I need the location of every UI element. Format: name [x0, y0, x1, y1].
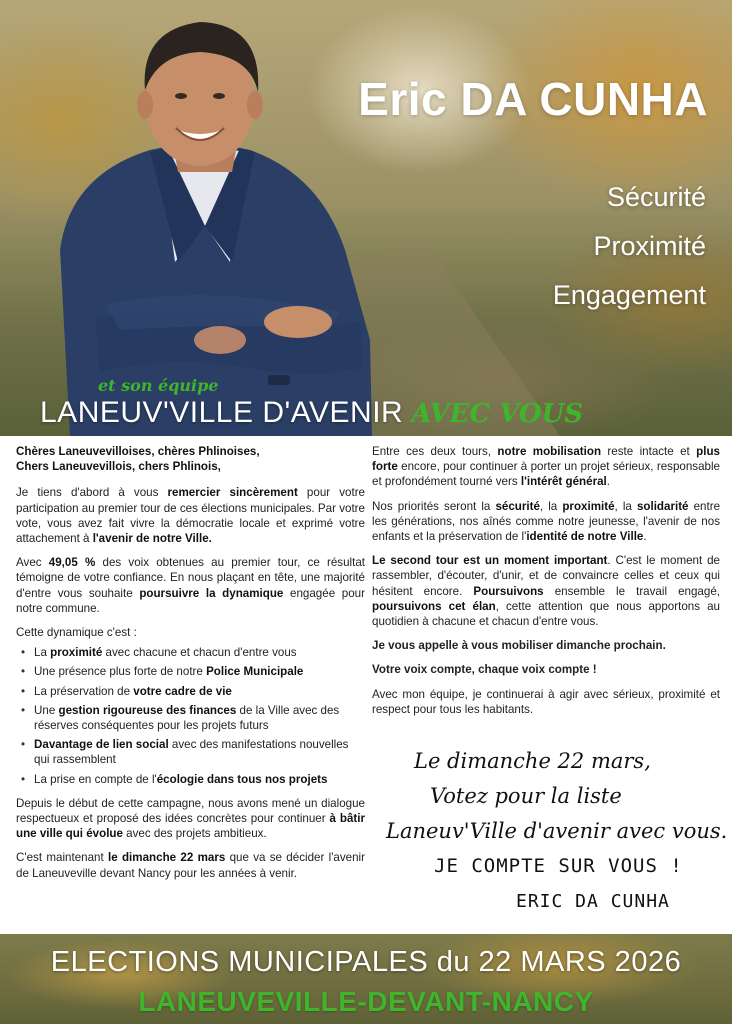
call-to-mobilise: Je vous appelle à vous mobiliser dimanche prochain. [372, 639, 666, 653]
list-item [16, 664, 365, 679]
letter-right-column [372, 444, 720, 726]
text: avec des projets ambitieux. [122, 827, 267, 841]
text: reste intacte et [601, 445, 697, 458]
text: avec des manifestations nouvelles qui rassemblent [34, 738, 349, 767]
text: ensemble le travail engagé, [543, 584, 720, 598]
slogan-proximite: Proximité [593, 231, 706, 261]
list-item [16, 772, 365, 787]
text: . [643, 530, 647, 544]
emphasis: plus forte [372, 445, 720, 474]
slogan-securite: Sécurité [606, 182, 706, 212]
handwritten-line-3: Laneuv'Ville d'avenir avec vous. [386, 819, 728, 843]
header-photo [0, 0, 732, 436]
emphasis: l'intérêt général [520, 475, 607, 489]
emphasis: Davantage de lien social [34, 738, 169, 752]
text: entre les générations, nos aînés comme notre jeunesse, l'avenir de nos enfants et la préservation de l' [372, 499, 721, 544]
emphasis: Poursuivons [473, 584, 544, 598]
text: La prise en compte de l' [34, 772, 157, 786]
emphasis: écologie dans tous nos projets [156, 772, 328, 786]
emphasis: l'avenir de notre Ville. [92, 532, 212, 546]
emphasis: notre mobilisation [497, 445, 602, 458]
paragraph-result [16, 555, 365, 616]
handwritten-note [386, 744, 726, 919]
text: avec chacune et chacun d'entre vous [102, 646, 297, 660]
town-name: LANEUVEVILLE-DEVANT-NANCY [138, 986, 594, 1017]
text: que va se décider l'avenir de Laneuveville devant Nancy pour les années à venir. [16, 851, 365, 880]
emphasis: Le second tour est un moment important [372, 554, 608, 568]
text: , la [539, 499, 563, 513]
text: encore, pour continuer à porter un projet sérieux, responsable et profondément tourné vers [372, 460, 720, 489]
greeting-line-2: Chers Laneuvevillois, chers Phlinois, [16, 460, 221, 474]
emphasis: le dimanche 22 mars [108, 851, 226, 865]
text: Avec [16, 556, 49, 570]
emphasis: sécurité [495, 499, 540, 513]
text: La préservation de [34, 684, 134, 698]
greeting-line-1: Chères Laneuvevilloises, chères Phlinoises, [16, 445, 260, 458]
text: Je tiens d'abord à vous [16, 486, 168, 500]
emphasis: gestion rigoureuse des finances [58, 703, 237, 717]
emphasis: 49,05 % [48, 556, 96, 570]
text: Depuis le début de cette campagne, nous avons mené un dialogue respectueux et proposé des idées concrètes pour continuer [16, 796, 365, 826]
emphasis: solidarité [636, 499, 689, 513]
list-title [40, 396, 583, 430]
candidate-name: Eric DA CUNHA [358, 73, 708, 125]
text: , la [614, 499, 637, 513]
text: Nos priorités seront la [372, 499, 496, 513]
paragraph-mobilisation [372, 444, 720, 490]
text: . [606, 475, 610, 489]
emphasis: proximité [562, 499, 615, 513]
text: C'est maintenant [16, 851, 109, 865]
text: de la Ville avec des réserves conséquentes pour les projets futurs [34, 703, 340, 733]
emphasis: poursuivons cet élan [372, 599, 496, 613]
list-name: LANEUV'VILLE D'AVENIR [40, 396, 404, 429]
handwritten-line-4: JE COMPTE SUR VOUS ! [434, 855, 683, 877]
emphasis: poursuivre la dynamique [139, 586, 284, 600]
slogans [553, 182, 706, 329]
list-item [16, 684, 365, 699]
letter-left-column [16, 444, 365, 890]
text: Une présence plus forte de notre [34, 665, 207, 679]
greeting [16, 444, 365, 474]
dynamic-intro: Cette dynamique c'est : [16, 626, 137, 640]
paragraph-priorities [372, 499, 720, 545]
paragraph-closing: Avec mon équipe, je continuerai à agir avec sérieux, proximité et respect pour tous les habitants. [372, 687, 720, 716]
every-vote-counts: Votre voix compte, chaque voix compte ! [372, 663, 597, 677]
emphasis: identité de notre Ville [526, 530, 644, 544]
paragraph-campaign [16, 796, 365, 842]
slogan-engagement: Engagement [552, 280, 706, 310]
emphasis: votre cadre de vie [133, 684, 232, 698]
text: pour votre participation au premier tour de ces élections municipales. Par votre vote, vous avez fait vivre la démocratie locale et exprimé votre attachement à [16, 486, 366, 546]
text: engagée pour notre commune. [16, 586, 365, 615]
emphasis: proximité [50, 646, 103, 660]
text: , cette attention que nous apportons au quotidien à chacune et chacun d'entre vous. [372, 599, 721, 629]
handwritten-line-1: Le dimanche 22 mars, [414, 749, 651, 773]
text: Une [34, 703, 59, 717]
footer-banner [0, 934, 732, 1024]
list-tagline: AVEC VOUS [411, 399, 584, 429]
list-item [16, 737, 365, 767]
text: des voix obtenues au premier tour, ce résultat témoigne de votre confiance. En nous plaçant en tête, une majorité d'entre vous souhaite [16, 556, 365, 600]
paragraph-date [16, 850, 365, 880]
list-item [16, 703, 365, 733]
paragraph-thanks [16, 485, 365, 546]
election-title: ELECTIONS MUNICIPALES du 22 MARS 2026 [50, 946, 682, 978]
dynamic-list [16, 645, 365, 787]
signature: ERIC DA CUNHA [516, 891, 670, 912]
emphasis: Police Municipale [206, 665, 304, 679]
emphasis: à bâtir une ville qui évolue [16, 812, 365, 841]
team-label: et son équipe [98, 376, 219, 395]
text: Entre ces deux tours, [372, 445, 498, 458]
text: . C'est le moment de rassembler, d'écouter, d'unir, et de convaincre celles et ceux qui hésitent encore. [372, 554, 720, 598]
paragraph-second-round [372, 553, 720, 629]
handwritten-line-2: Votez pour la liste [430, 784, 622, 808]
emphasis: remercier sincèrement [167, 486, 298, 500]
list-item [16, 645, 365, 660]
text: La [34, 646, 51, 660]
